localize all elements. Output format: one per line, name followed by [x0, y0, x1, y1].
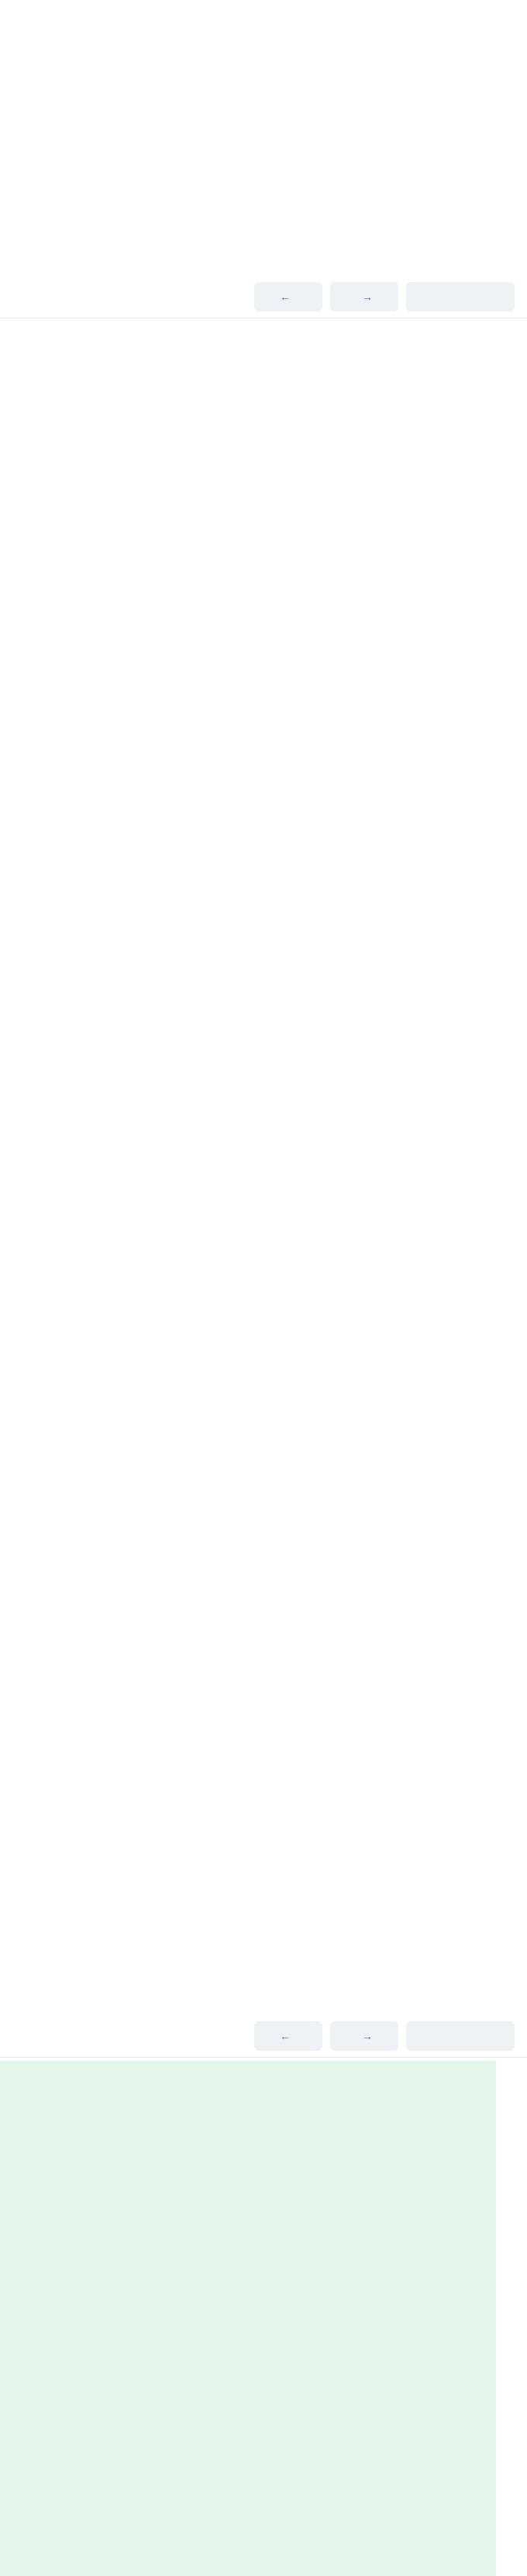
arrow-left-icon: ← — [280, 2029, 291, 2042]
prev-exercise-button-repeat[interactable] — [254, 2021, 322, 2051]
next-exercise-button[interactable] — [330, 282, 398, 311]
prev-exercise-button[interactable] — [254, 282, 322, 311]
next-exercise-button-repeat[interactable] — [330, 2021, 398, 2051]
arrow-right-icon: → — [362, 290, 373, 303]
exercise-header-repeat — [0, 2014, 527, 2058]
all-exercises-button-repeat[interactable] — [406, 2021, 515, 2051]
article-body — [0, 333, 527, 353]
all-exercises-button[interactable] — [406, 282, 515, 311]
exercise-header — [0, 275, 527, 318]
arrow-left-icon: ← — [280, 290, 291, 303]
exercise-nav-repeat — [254, 2021, 515, 2051]
answer-panel — [0, 2061, 496, 2576]
top-excerpt — [0, 0, 527, 20]
arrow-right-icon: → — [362, 2029, 373, 2042]
answer-body — [0, 2061, 496, 2081]
exercise-nav — [254, 282, 515, 311]
